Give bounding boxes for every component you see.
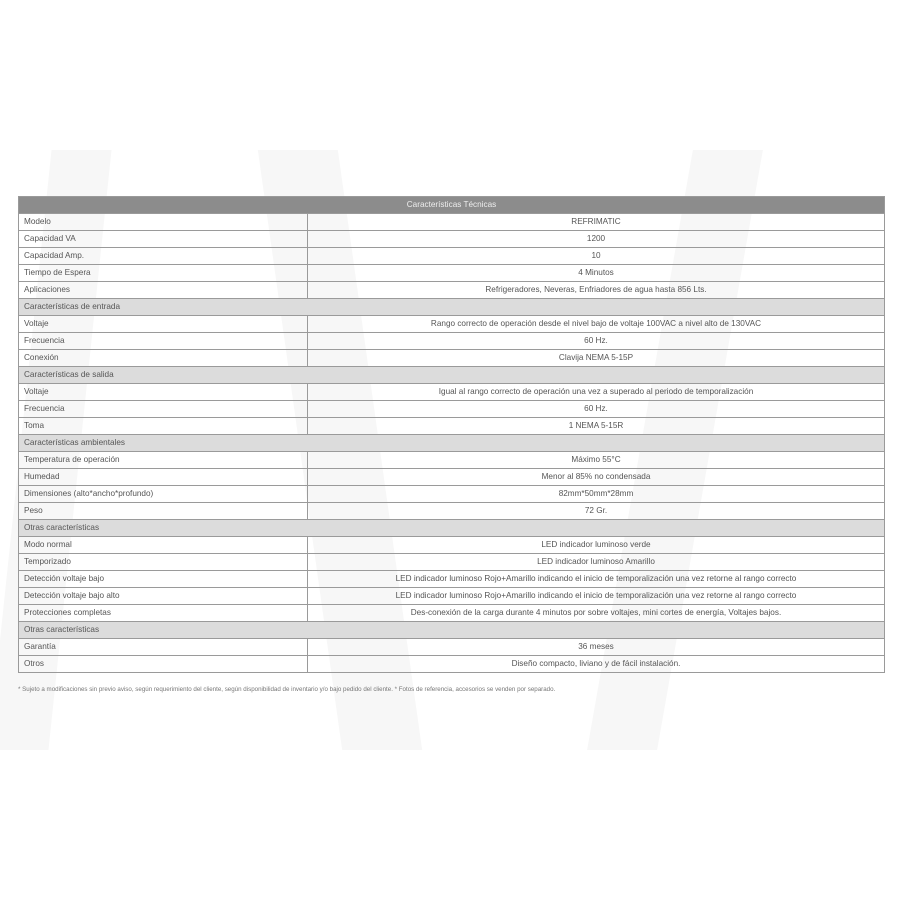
spec-label: Detección voltaje bajo — [19, 571, 308, 588]
spec-value: LED indicador luminoso Rojo+Amarillo indicando el inicio de temporalización una vez retorne al rango correcto — [308, 588, 885, 605]
spec-label: Frecuencia — [19, 401, 308, 418]
spec-value: Des-conexión de la carga durante 4 minutos por sobre voltajes, mini cortes de energía, Voltajes bajos. — [308, 605, 885, 622]
spec-label: Detección voltaje bajo alto — [19, 588, 308, 605]
table-row — [19, 214, 885, 231]
table-row — [19, 469, 885, 486]
spec-label: Conexión — [19, 350, 308, 367]
table-row — [19, 350, 885, 367]
table-row — [19, 639, 885, 656]
spec-value: Igual al rango correcto de operación una vez a superado al periodo de temporalización — [308, 384, 885, 401]
spec-value: 72 Gr. — [308, 503, 885, 520]
spec-label: Frecuencia — [19, 333, 308, 350]
section-label: Otras características — [19, 622, 885, 639]
spec-value: Menor al 85% no condensada — [308, 469, 885, 486]
spec-label: Dimensiones (alto*ancho*profundo) — [19, 486, 308, 503]
table-row — [19, 248, 885, 265]
spec-label: Humedad — [19, 469, 308, 486]
table-row — [19, 401, 885, 418]
table-row — [19, 282, 885, 299]
table-row — [19, 452, 885, 469]
table-row — [19, 418, 885, 435]
spec-value: 4 Minutos — [308, 265, 885, 282]
spec-label: Capacidad VA — [19, 231, 308, 248]
spec-label: Modelo — [19, 214, 308, 231]
table-row — [19, 554, 885, 571]
spec-label: Peso — [19, 503, 308, 520]
table-row — [19, 503, 885, 520]
spec-value: 82mm*50mm*28mm — [308, 486, 885, 503]
section-label: Otras características — [19, 520, 885, 537]
table-row — [19, 537, 885, 554]
table-row — [19, 656, 885, 673]
section-label: Características de entrada — [19, 299, 885, 316]
table-row — [19, 571, 885, 588]
spec-label: Toma — [19, 418, 308, 435]
section-header — [19, 299, 885, 316]
table-row — [19, 486, 885, 503]
spec-value: REFRIMATIC — [308, 214, 885, 231]
table-row — [19, 265, 885, 282]
spec-value: Máximo 55°C — [308, 452, 885, 469]
spec-label: Aplicaciones — [19, 282, 308, 299]
table-header — [19, 197, 885, 214]
spec-label: Voltaje — [19, 316, 308, 333]
spec-value: 60 Hz. — [308, 333, 885, 350]
spec-value: 1 NEMA 5-15R — [308, 418, 885, 435]
section-header — [19, 367, 885, 384]
section-label: Características de salida — [19, 367, 885, 384]
table-row — [19, 316, 885, 333]
spec-label: Tiempo de Espera — [19, 265, 308, 282]
spec-value: Rango correcto de operación desde el nivel bajo de voltaje 100VAC a nivel alto de 130VAC — [308, 316, 885, 333]
section-header — [19, 622, 885, 639]
spec-value: Clavija NEMA 5-15P — [308, 350, 885, 367]
table-row — [19, 231, 885, 248]
table-title: Características Técnicas — [19, 197, 885, 214]
spec-value: LED indicador luminoso Amarillo — [308, 554, 885, 571]
table-row — [19, 588, 885, 605]
section-label: Características ambientales — [19, 435, 885, 452]
spec-label: Protecciones completas — [19, 605, 308, 622]
spec-label: Temperatura de operación — [19, 452, 308, 469]
spec-value: 36 meses — [308, 639, 885, 656]
table-row — [19, 605, 885, 622]
footnote: * Sujeto a modificaciones sin previo aviso, según requerimiento del cliente, según disponibilidad de inventario y/o bajo pedido del cliente. * Fotos de referencia, accesorios se venden por separado. — [18, 686, 556, 693]
spec-value: 10 — [308, 248, 885, 265]
spec-value: Diseño compacto, liviano y de fácil instalación. — [308, 656, 885, 673]
spec-label: Temporizado — [19, 554, 308, 571]
spec-label: Capacidad Amp. — [19, 248, 308, 265]
spec-label: Voltaje — [19, 384, 308, 401]
spec-value: 1200 — [308, 231, 885, 248]
spec-label: Otros — [19, 656, 308, 673]
table-row — [19, 333, 885, 350]
table-row — [19, 384, 885, 401]
spec-value: LED indicador luminoso verde — [308, 537, 885, 554]
section-header — [19, 520, 885, 537]
spec-value: Refrigeradores, Neveras, Enfriadores de agua hasta 856 Lts. — [308, 282, 885, 299]
spec-value: 60 Hz. — [308, 401, 885, 418]
spec-label: Garantía — [19, 639, 308, 656]
section-header — [19, 435, 885, 452]
specs-table — [18, 196, 885, 673]
spec-label: Modo normal — [19, 537, 308, 554]
spec-value: LED indicador luminoso Rojo+Amarillo indicando el inicio de temporalización una vez retorne al rango correcto — [308, 571, 885, 588]
